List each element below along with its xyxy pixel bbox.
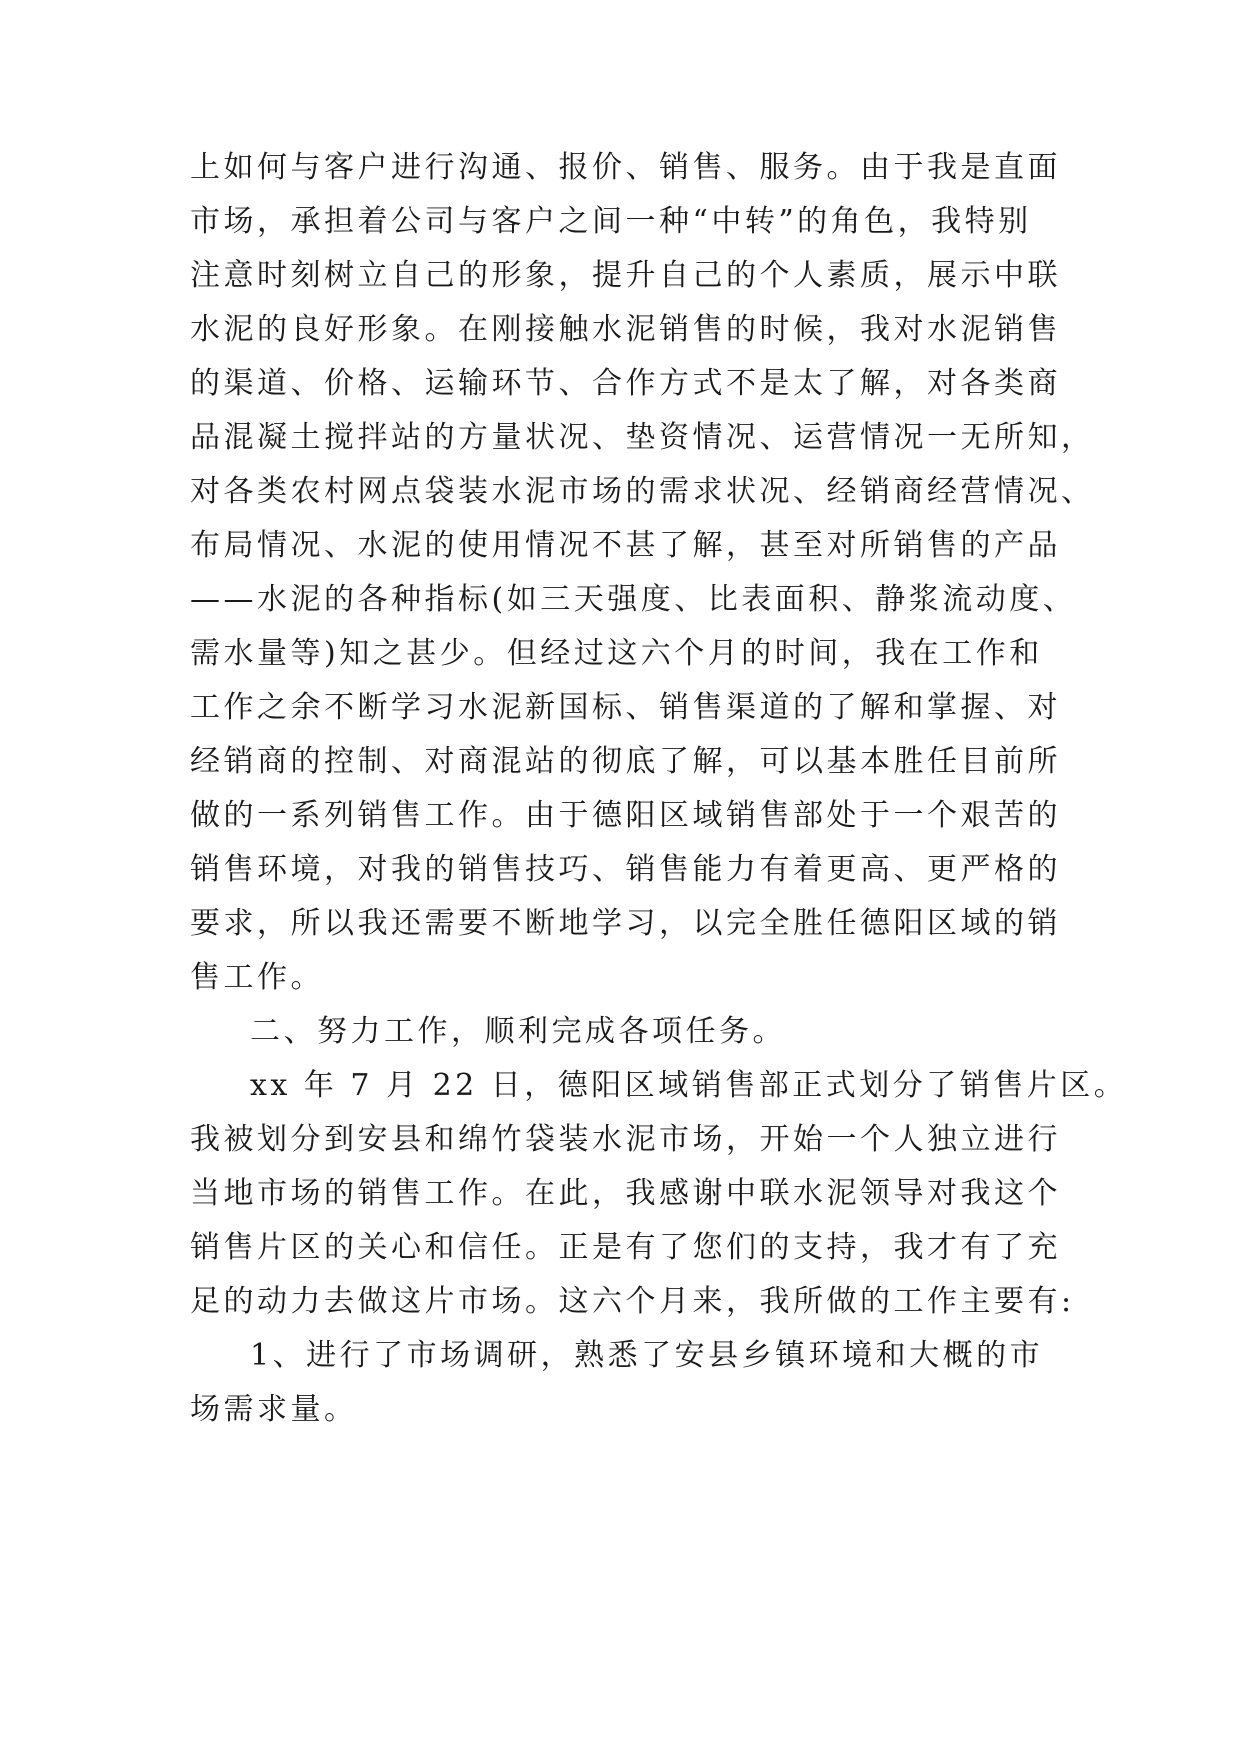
text-line: 做的一系列销售工作。由于德阳区域销售部处于一个艰苦的 (190, 798, 1061, 833)
text-line: 布局情况、水泥的使用情况不甚了解，甚至对所销售的产品 (190, 528, 1061, 563)
section-heading: 二、努力工作，顺利完成各项任务。 (250, 1014, 786, 1049)
text-line: 工作之余不断学习水泥新国标、销售渠道的了解和掌握、对 (190, 690, 1061, 725)
text-line: 当地市场的销售工作。在此，我感谢中联水泥领导对我这个 (190, 1176, 1061, 1211)
text-line: 场需求量。 (190, 1392, 358, 1427)
text-line: 我被划分到安县和绵竹袋装水泥市场，开始一个人独立进行 (190, 1122, 1061, 1157)
text-line: 销售环境，对我的销售技巧、销售能力有着更高、更严格的 (190, 852, 1061, 887)
text-line: 要求，所以我还需要不断地学习，以完全胜任德阳区域的销 (190, 906, 1061, 941)
text-line: 售工作。 (190, 960, 324, 995)
paragraph-start-line: xx 年 7 月 22 日，德阳区域销售部正式划分了销售片区。 (250, 1068, 1128, 1103)
text-line: 水泥的良好形象。在刚接触水泥销售的时候，我对水泥销售 (190, 312, 1061, 347)
text-line: 销售片区的关心和信任。正是有了您们的支持，我才有了充 (190, 1230, 1061, 1265)
text-line: 市场，承担着公司与客户之间一种“中转”的角色，我特别 (190, 204, 1032, 239)
text-line: 注意时刻树立自己的形象，提升自己的个人素质，展示中联 (190, 258, 1061, 293)
text-line: 上如何与客户进行沟通、报价、销售、服务。由于我是直面 (190, 150, 1061, 185)
list-item-line: 1、进行了市场调研，熟悉了安县乡镇环境和大概的市 (250, 1338, 1044, 1373)
text-line: 经销商的控制、对商混站的彻底了解，可以基本胜任目前所 (190, 744, 1061, 779)
text-line: ——水泥的各种指标(如三天强度、比表面积、静浆流动度、 (190, 582, 1077, 617)
text-line: 对各类农村网点袋装水泥市场的需求状况、经销商经营情况、 (190, 474, 1095, 509)
text-line: 足的动力去做这片市场。这六个月来，我所做的工作主要有: (190, 1284, 1075, 1319)
text-line: 需水量等)知之甚少。但经过这六个月的时间，我在工作和 (190, 636, 1043, 671)
text-line: 品混凝土搅拌站的方量状况、垫资情况、运营情况一无所知， (190, 420, 1095, 455)
text-line: 的渠道、价格、运输环节、合作方式不是太了解，对各类商 (190, 366, 1061, 401)
